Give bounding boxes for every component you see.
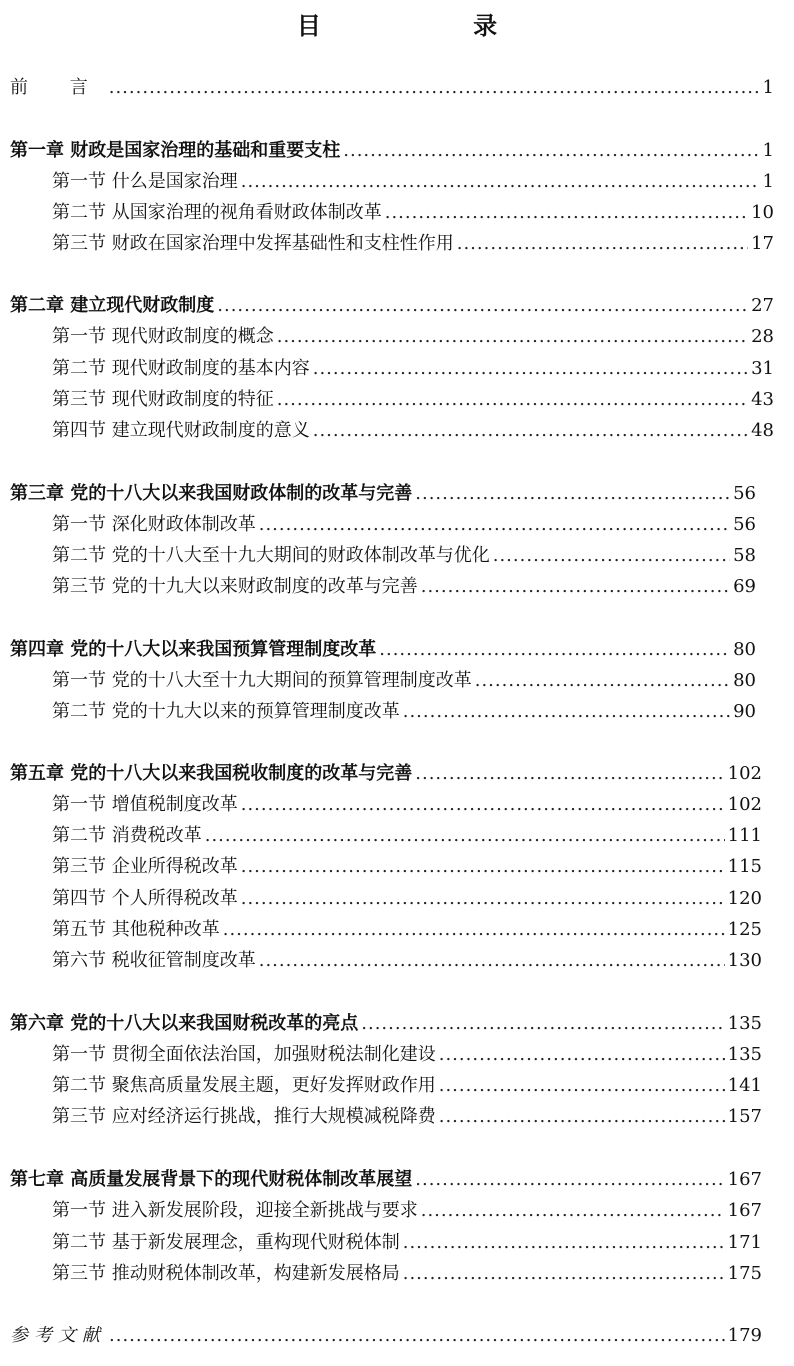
section-entry[interactable] <box>52 541 756 571</box>
section-label: 第二节 基于新发展理念，重构现代财税体制 <box>52 1232 400 1253</box>
section-label: 第四节 个人所得税改革 <box>52 888 238 909</box>
page-number: 141 <box>727 1075 762 1096</box>
dot-leader <box>457 229 748 259</box>
dot-leader <box>109 1321 725 1351</box>
dot-leader <box>241 852 725 882</box>
page-number: 135 <box>727 1044 762 1065</box>
page-number: 80 <box>733 670 756 691</box>
dot-leader <box>361 1009 724 1039</box>
section-entry[interactable] <box>52 946 762 976</box>
page-number: 1 <box>762 171 774 192</box>
dot-leader <box>439 1071 725 1101</box>
section-label: 第二节 从国家治理的视角看财政体制改革 <box>52 202 382 223</box>
references-label: 参考文献 <box>10 1325 106 1346</box>
dot-leader <box>259 946 725 976</box>
section-label: 第一节 党的十八大至十九大期间的预算管理制度改革 <box>52 670 472 691</box>
dot-leader <box>403 697 730 727</box>
dot-leader <box>493 541 730 571</box>
dot-leader <box>421 572 730 602</box>
section-entry[interactable] <box>52 354 774 384</box>
section-entry[interactable] <box>52 915 762 945</box>
page-number: 90 <box>733 701 756 722</box>
section-label: 第二节 消费税改革 <box>52 825 202 846</box>
page-number: 80 <box>733 639 756 660</box>
dot-leader <box>313 354 748 384</box>
section-entry[interactable] <box>52 884 762 914</box>
section-entry[interactable] <box>52 1228 762 1258</box>
chapter-label: 第七章 高质量发展背景下的现代财税体制改革展望 <box>10 1169 413 1190</box>
page-number: 115 <box>727 856 762 877</box>
section-entry[interactable] <box>52 198 774 228</box>
section-entry[interactable] <box>52 510 756 540</box>
dot-leader <box>439 1102 725 1132</box>
dot-leader <box>385 198 748 228</box>
section-entry[interactable] <box>52 1196 762 1226</box>
page-number: 167 <box>727 1200 762 1221</box>
toc-title: 目 录 <box>296 11 570 40</box>
dot-leader <box>217 291 748 321</box>
chapter-entry[interactable] <box>10 479 756 509</box>
page-number: 17 <box>751 233 774 254</box>
section-entry[interactable] <box>52 385 774 415</box>
chapter-label: 第六章 党的十八大以来我国财税改革的亮点 <box>10 1013 359 1034</box>
section-entry[interactable] <box>52 1102 762 1132</box>
page-number: 1 <box>762 77 774 98</box>
page-number: 120 <box>727 888 762 909</box>
chapter-entry[interactable] <box>10 759 762 789</box>
section-label: 第一节 进入新发展阶段，迎接全新挑战与要求 <box>52 1200 418 1221</box>
preface-entry[interactable] <box>10 73 774 103</box>
chapter-entry[interactable] <box>10 635 756 665</box>
section-entry[interactable] <box>52 416 774 446</box>
page-number: 48 <box>751 420 774 441</box>
dot-leader <box>421 1196 725 1226</box>
page-number: 56 <box>733 514 756 535</box>
section-label: 第一节 贯彻全面依法治国，加强财税法制化建设 <box>52 1044 436 1065</box>
section-label: 第四节 建立现代财政制度的意义 <box>52 420 310 441</box>
section-label: 第三节 财政在国家治理中发挥基础性和支柱性作用 <box>52 233 454 254</box>
dot-leader <box>223 915 725 945</box>
section-entry[interactable] <box>52 229 774 259</box>
dot-leader <box>205 821 725 851</box>
page-number: 171 <box>727 1232 762 1253</box>
section-entry[interactable] <box>52 852 762 882</box>
page-number: 27 <box>751 295 774 316</box>
chapter-label: 第四章 党的十八大以来我国预算管理制度改革 <box>10 639 377 660</box>
page-number: 125 <box>727 919 762 940</box>
chapter-entry[interactable] <box>10 136 774 166</box>
chapter-label: 第二章 建立现代财政制度 <box>10 295 215 316</box>
chapter-entry[interactable] <box>10 1165 762 1195</box>
section-label: 第二节 党的十八大至十九大期间的财政体制改革与优化 <box>52 545 490 566</box>
section-entry[interactable] <box>52 1259 762 1289</box>
dot-leader <box>241 167 760 197</box>
dot-leader <box>277 322 748 352</box>
section-label: 第一节 什么是国家治理 <box>52 171 238 192</box>
section-entry[interactable] <box>52 1040 762 1070</box>
page-number: 179 <box>727 1325 762 1346</box>
section-entry[interactable] <box>52 821 762 851</box>
dot-leader <box>415 479 730 509</box>
section-label: 第二节 党的十九大以来的预算管理制度改革 <box>52 701 400 722</box>
page-number: 102 <box>727 794 762 815</box>
dot-leader <box>259 510 730 540</box>
dot-leader <box>439 1040 725 1070</box>
dot-leader <box>241 884 725 914</box>
section-label: 第二节 现代财政制度的基本内容 <box>52 358 310 379</box>
section-entry[interactable] <box>52 322 774 352</box>
section-entry[interactable] <box>52 572 756 602</box>
chapter-label: 第一章 财政是国家治理的基础和重要支柱 <box>10 140 341 161</box>
dot-leader <box>403 1228 725 1258</box>
chapter-label: 第五章 党的十八大以来我国税收制度的改革与完善 <box>10 763 413 784</box>
section-entry[interactable] <box>52 790 762 820</box>
section-entry[interactable] <box>52 1071 762 1101</box>
page-number: 175 <box>727 1263 762 1284</box>
page-number: 69 <box>733 576 756 597</box>
chapter-entry[interactable] <box>10 1009 762 1039</box>
dot-leader <box>415 1165 724 1195</box>
page-number: 167 <box>727 1169 762 1190</box>
section-label: 第一节 现代财政制度的概念 <box>52 326 274 347</box>
page-number: 102 <box>727 763 762 784</box>
page-number: 111 <box>727 825 762 846</box>
section-label: 第一节 增值税制度改革 <box>52 794 238 815</box>
page-number: 31 <box>751 358 774 379</box>
section-entry[interactable] <box>52 697 756 727</box>
dot-leader <box>475 666 730 696</box>
dot-leader <box>109 73 760 103</box>
section-label: 第五节 其他税种改革 <box>52 919 220 940</box>
dot-leader <box>313 416 748 446</box>
page-number: 58 <box>733 545 756 566</box>
page-number: 1 <box>762 140 774 161</box>
section-label: 第一节 深化财政体制改革 <box>52 514 256 535</box>
page-number: 130 <box>727 950 762 971</box>
chapter-label: 第三章 党的十八大以来我国财政体制的改革与完善 <box>10 483 413 504</box>
page-number: 43 <box>751 389 774 410</box>
references-entry[interactable] <box>10 1321 762 1351</box>
section-entry[interactable] <box>52 666 756 696</box>
preface-label: 前 言 <box>10 77 106 98</box>
page-number: 10 <box>751 202 774 223</box>
section-entry[interactable] <box>52 167 774 197</box>
dot-leader <box>415 759 724 789</box>
section-label: 第三节 党的十九大以来财政制度的改革与完善 <box>52 576 418 597</box>
chapter-entry[interactable] <box>10 291 774 321</box>
section-label: 第三节 现代财政制度的特征 <box>52 389 274 410</box>
page-number: 135 <box>727 1013 762 1034</box>
section-label: 第三节 推动财税体制改革，构建新发展格局 <box>52 1263 400 1284</box>
page-number: 56 <box>733 483 756 504</box>
page-number: 157 <box>727 1106 762 1127</box>
section-label: 第三节 应对经济运行挑战，推行大规模减税降费 <box>52 1106 436 1127</box>
section-label: 第六节 税收征管制度改革 <box>52 950 256 971</box>
section-label: 第三节 企业所得税改革 <box>52 856 238 877</box>
page-number: 28 <box>751 326 774 347</box>
dot-leader <box>277 385 748 415</box>
section-label: 第二节 聚焦高质量发展主题，更好发挥财政作用 <box>52 1075 436 1096</box>
dot-leader <box>241 790 725 820</box>
dot-leader <box>379 635 730 665</box>
dot-leader <box>403 1259 725 1289</box>
dot-leader <box>343 136 759 166</box>
